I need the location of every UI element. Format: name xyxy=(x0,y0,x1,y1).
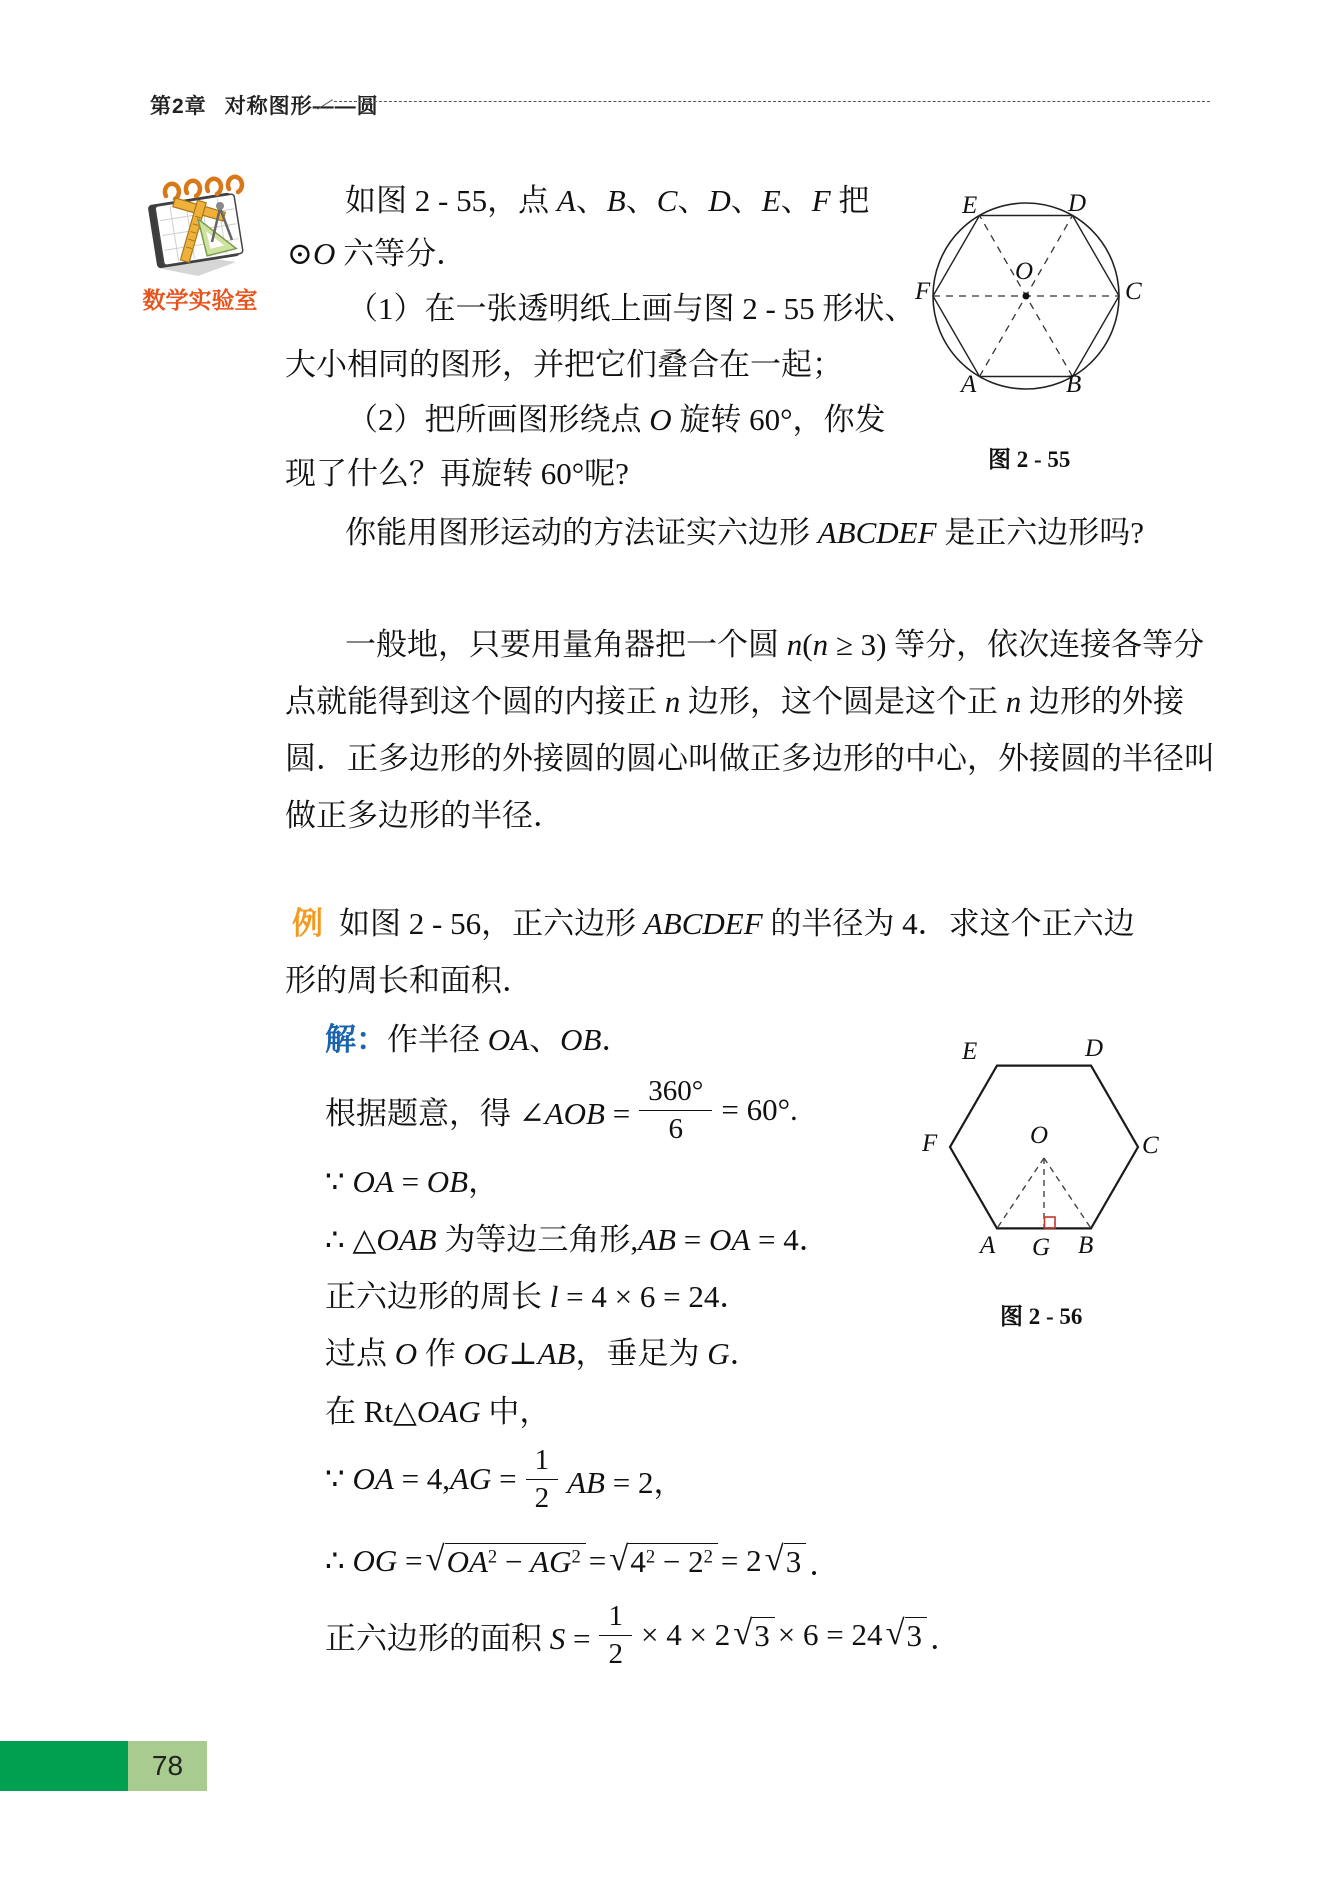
para-line-2: 点就能得到这个圆的内接正 n 边形，这个圆是这个正 n 边形的外接 xyxy=(285,684,1184,719)
math-lab-badge-label: 数学实验室 xyxy=(142,287,258,313)
fig55-label-C: C xyxy=(1125,278,1142,305)
figure-2-55 xyxy=(910,180,1142,412)
fig55-label-D: D xyxy=(1068,190,1087,217)
solution-line-10-post: ． xyxy=(930,1620,962,1656)
solution-line-6: 过点 O 作 OG⊥AB，垂足为 G． xyxy=(325,1336,761,1371)
intro-line-6: 现了什么？再旋转 60°呢? xyxy=(285,456,629,491)
chapter-header xyxy=(150,90,379,120)
solution-line-10-mid2: × 6 = 24 xyxy=(777,1617,883,1652)
solution-line-10-pre: 正六边形的面积 S = xyxy=(325,1620,591,1656)
intro-line-1: 如图 2 - 55，点 A、B、C、D、E、F 把 xyxy=(345,183,870,218)
footer-accent-bar xyxy=(0,1741,128,1791)
fig56-label-C: C xyxy=(1142,1132,1159,1159)
fraction-1-over-2-area: $\frac{1}{2}$ xyxy=(599,1600,632,1670)
chapter-title: 对称图形——圆 xyxy=(224,95,379,118)
segment-OA xyxy=(997,1158,1044,1228)
fig56-label-O: O xyxy=(1030,1122,1049,1149)
solution-line-5: 正六边形的周长 l = 4 × 6 = 24． xyxy=(325,1279,751,1314)
sqrt-OA2-AG2: √ $OA^2 - AG^2$ xyxy=(426,1543,586,1579)
solution-line-4: ∴ △OAB 为等边三角形,AB = OA = 4． xyxy=(325,1222,830,1257)
sqrt-3-a: √ 3 xyxy=(733,1617,775,1653)
fig56-label-E: E xyxy=(962,1038,978,1065)
right-angle-mark xyxy=(1045,1217,1056,1228)
para-line-3: 圆．正多边形的外接圆的圆心叫做正多边形的中心，外接圆的半径叫 xyxy=(285,741,1215,776)
fig55-label-O: O xyxy=(1015,258,1034,285)
solution-line-8 xyxy=(325,1446,684,1512)
intro-line-4: 大小相同的图形，并把它们叠合在一起； xyxy=(285,347,843,382)
intro-line-2: ⊙O 六等分． xyxy=(287,236,468,271)
header-dashed-rule xyxy=(334,101,1210,102)
fig55-label-E: E xyxy=(962,192,978,219)
solution-line-8-pre: ∵ OA = 4,AG = xyxy=(325,1461,517,1496)
example-line-1: 例 如图 2 - 56，正六边形 ABCDEF 的半径为 4．求这个正六边 xyxy=(292,906,1135,941)
fig55-label-B: B xyxy=(1066,371,1082,398)
page-number: 78 xyxy=(151,1750,184,1781)
solution-line-2-post: = 60°. xyxy=(721,1092,798,1127)
solution-line-10 xyxy=(325,1602,961,1668)
fig55-label-A: A xyxy=(961,371,977,398)
solution-line-3: ∵ OA = OB， xyxy=(325,1164,500,1199)
math-lab-icon xyxy=(140,168,254,280)
solution-line-2-pre: 根据题意，得 ∠AOB = xyxy=(325,1095,631,1131)
fig56-label-G: G xyxy=(1032,1234,1051,1261)
sqrt-3: √ 3 xyxy=(765,1543,807,1579)
sqrt-42-22: √ $4^2 - 2^2$ xyxy=(609,1543,718,1579)
solution-line-8-post: AB = 2， xyxy=(567,1464,685,1500)
fig56-label-A: A xyxy=(980,1232,996,1259)
segment-OB xyxy=(1044,1158,1091,1228)
example-line-2: 形的周长和面积． xyxy=(285,963,533,998)
fig56-caption: 图 2 - 56 xyxy=(1000,1304,1083,1329)
solution-line-9-pre: ∴ OG = xyxy=(325,1543,423,1578)
solution-line-1: 解：作半径 OA、OB． xyxy=(325,1022,633,1057)
solution-line-10-mid: × 4 × 2 xyxy=(640,1617,731,1652)
fig55-caption: 图 2 - 55 xyxy=(988,447,1071,472)
solution-line-9 xyxy=(325,1538,840,1584)
intro-line-7: 你能用图形运动的方法证实六边形 ABCDEF 是正六边形吗? xyxy=(345,515,1145,550)
solution-line-9-mid2: = 2 xyxy=(720,1543,762,1578)
fig55-label-F: F xyxy=(915,278,931,305)
center-point-O xyxy=(1023,293,1030,300)
solution-line-2 xyxy=(325,1075,798,1145)
chapter-number: 第2章 xyxy=(150,95,207,118)
solution-line-9-mid: = xyxy=(588,1543,607,1578)
para-line-1: 一般地，只要用量角器把一个圆 n(n ≥ 3) 等分，依次连接各等分 xyxy=(345,627,1205,662)
fig56-label-B: B xyxy=(1078,1232,1094,1259)
fraction-1-over-2: $\frac{1}{2}$ xyxy=(526,1444,559,1514)
solution-line-7: 在 Rt△OAG 中， xyxy=(325,1394,551,1429)
intro-line-3: （1）在一张透明纸上画与图 2 - 55 形状、 xyxy=(347,291,916,326)
intro-line-5: （2）把所画图形绕点 O 旋转 60°，你发 xyxy=(347,402,886,437)
fig56-label-D: D xyxy=(1085,1035,1104,1062)
page-number-block xyxy=(128,1741,207,1791)
sqrt-3-b: √ 3 xyxy=(885,1617,927,1653)
fraction-360-over-6: $\frac{360^\circ}{6}$ xyxy=(639,1075,712,1145)
fig56-label-F: F xyxy=(922,1130,938,1157)
solution-line-9-post: ． xyxy=(809,1546,841,1582)
para-line-4: 做正多边形的半径． xyxy=(285,798,564,833)
